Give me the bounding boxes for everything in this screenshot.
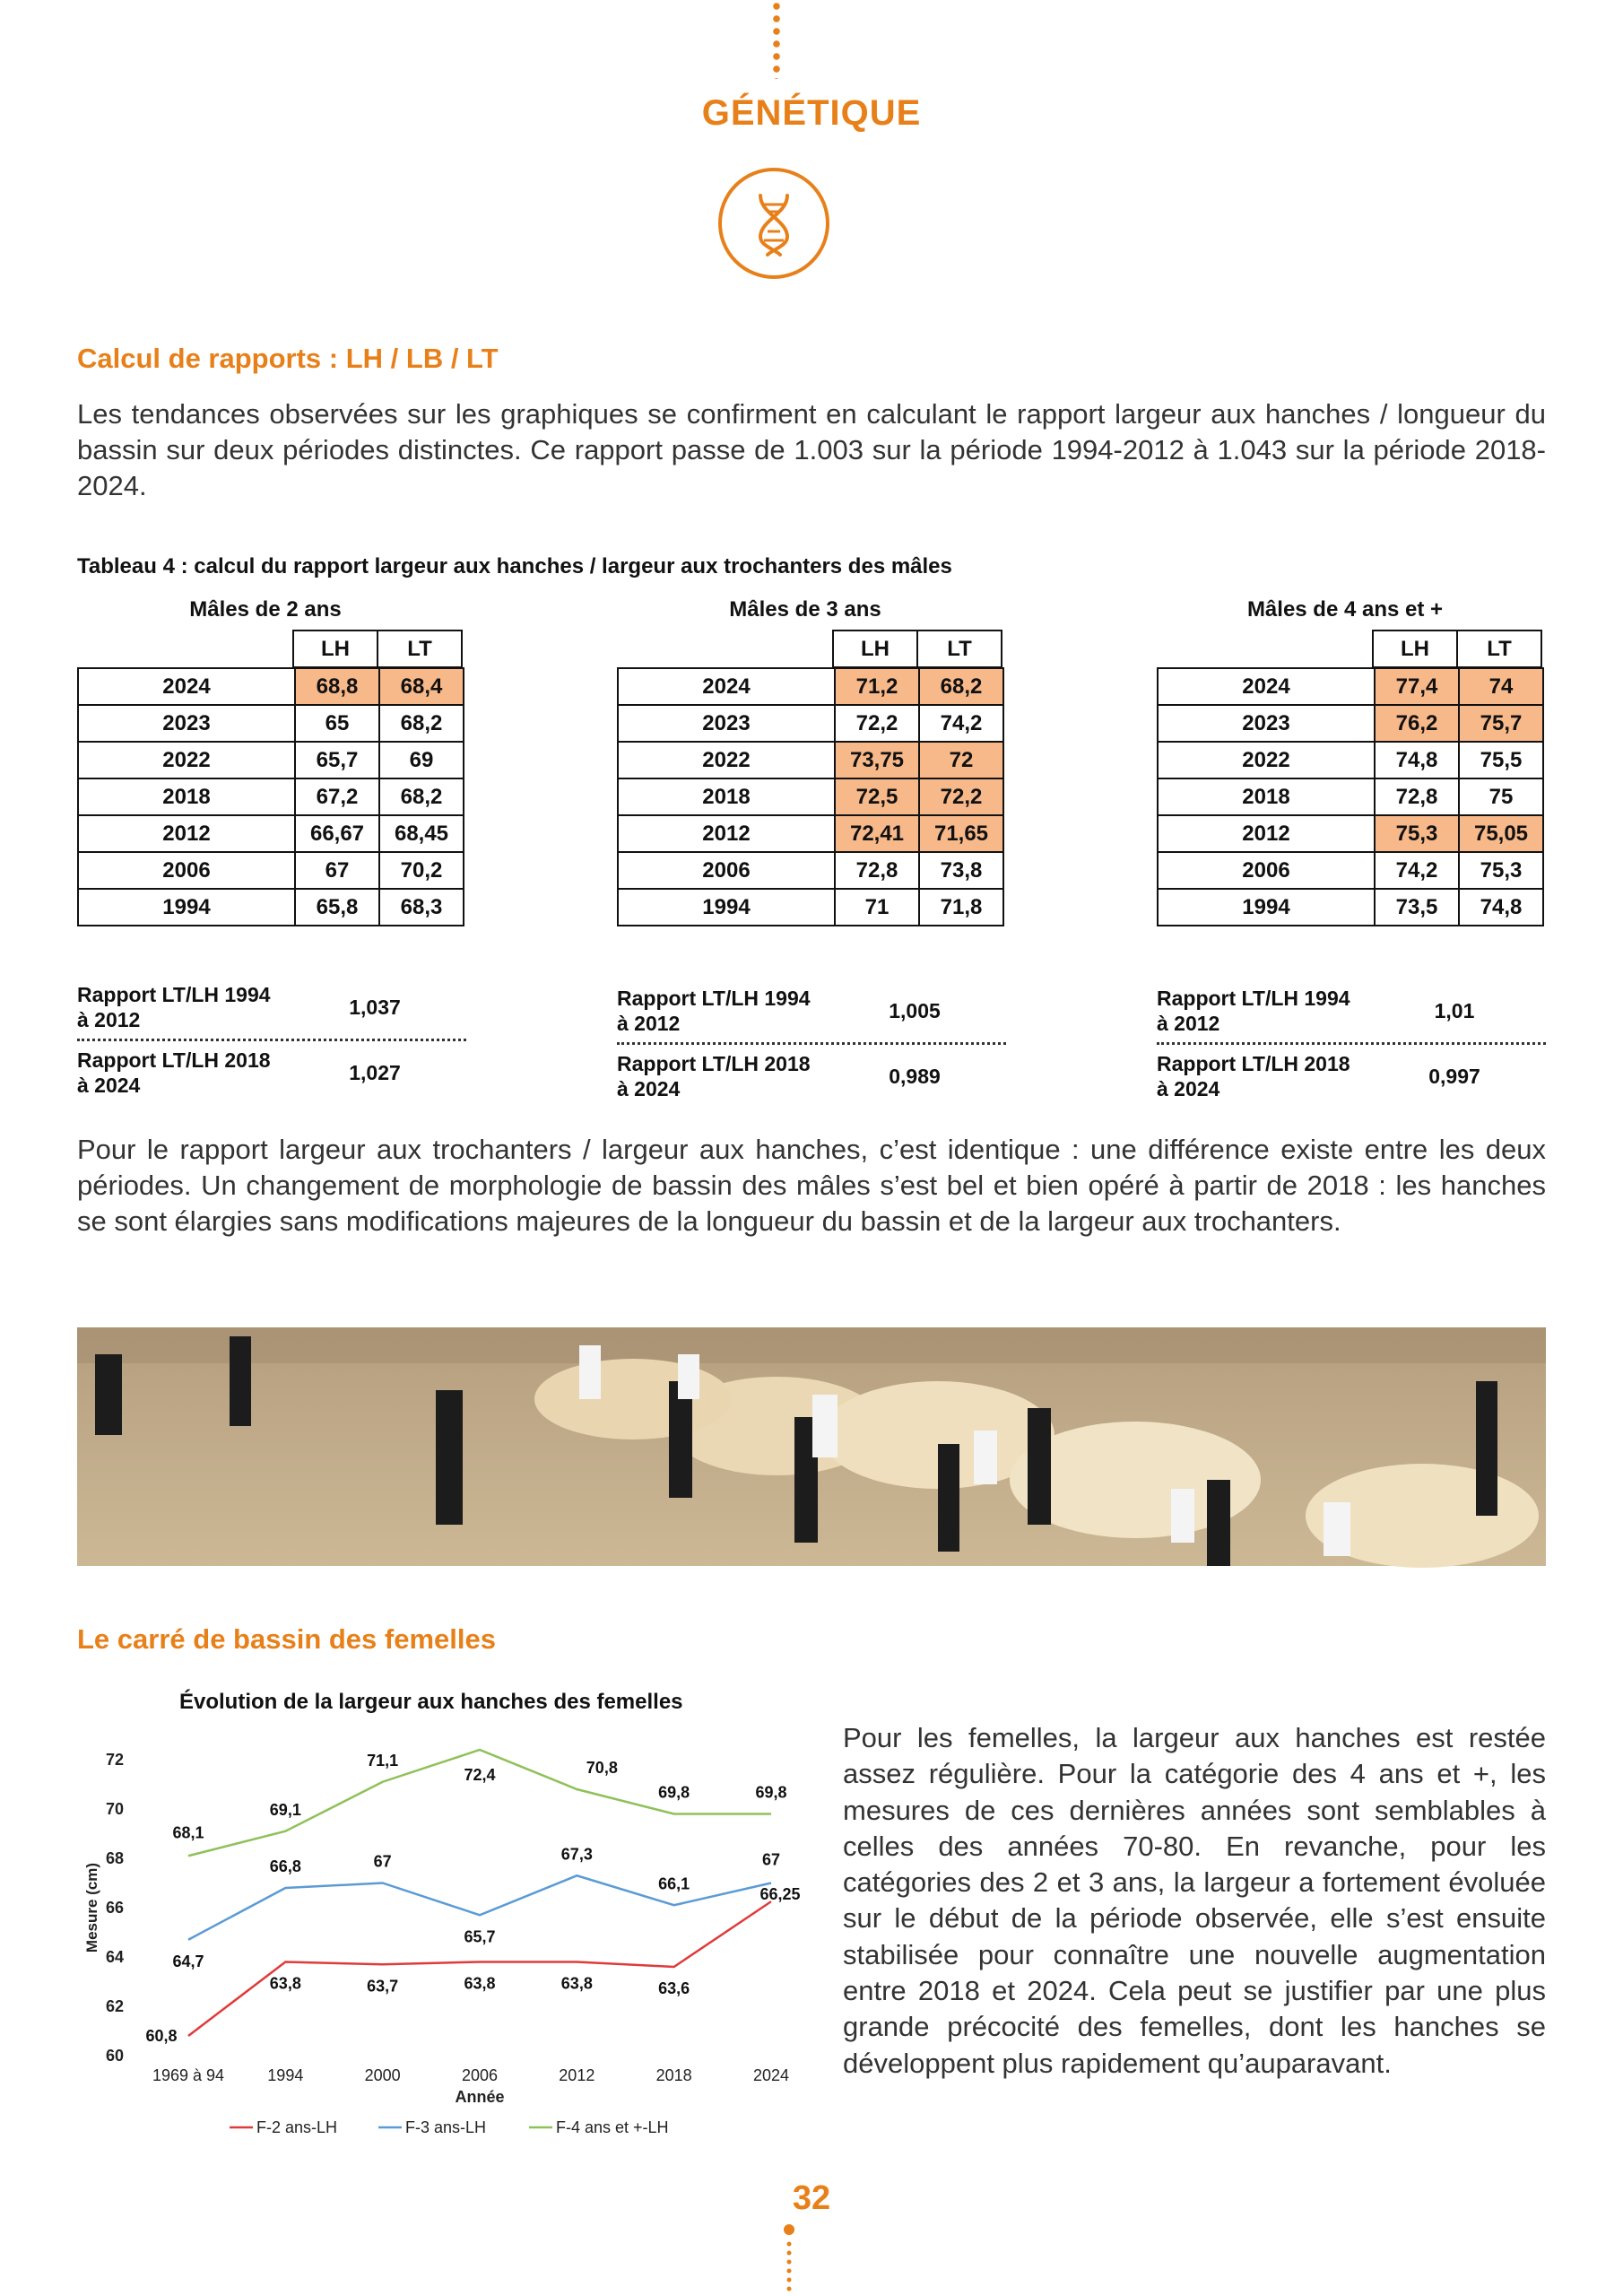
data-label: 63,8 — [269, 1974, 301, 1993]
ratio-label: Rapport LT/LH 1994 à 2012 — [77, 983, 271, 1031]
year-cell: 1994 — [618, 889, 835, 926]
lh-cell: 68,8 — [295, 668, 379, 705]
lt-cell: 70,2 — [379, 852, 464, 889]
year-cell: 2024 — [1158, 668, 1375, 705]
lh-cell: 71,2 — [835, 668, 919, 705]
lt-cell: 75 — [1459, 778, 1543, 815]
header-lh: LH — [293, 631, 378, 667]
data-label: 67 — [761, 1850, 781, 1869]
table-row — [78, 742, 464, 778]
lh-cell: 67,2 — [295, 778, 379, 815]
lh-cell: 65,7 — [295, 742, 379, 778]
ratio-label: Rapport LT/LH 2018 à 2024 — [617, 1052, 811, 1100]
section-heading-ratios: Calcul de rapports : LH / LB / LT — [77, 343, 499, 374]
lt-cell: 68,3 — [379, 889, 464, 926]
year-cell: 2022 — [618, 742, 835, 778]
data-label: 72,4 — [464, 1766, 496, 1784]
y-tick-label: 70 — [105, 1800, 124, 1818]
intro-paragraph: Les tendances observées sur les graphiques se confirment en calculant le rapport largeur aux hanches / longueur du bassin sur deux périodes distinctes. Ce rapport passe de 1.003 sur la période 1994-2012 à 1.043 sur la période 2018-2024. — [77, 398, 1546, 501]
header-lt: LT — [378, 631, 462, 667]
section-title: GÉNÉTIQUE — [701, 93, 922, 133]
year-cell: 2006 — [78, 852, 295, 889]
lt-cell: 75,05 — [1459, 815, 1543, 852]
table-row — [618, 742, 1003, 778]
data-label: 63,8 — [560, 1974, 593, 1993]
lt-cell: 74,8 — [1459, 889, 1543, 926]
data-label: 69,8 — [658, 1783, 690, 1802]
ratio-row-2018-2024 — [617, 1045, 1006, 1108]
legend-entry: F-3 ans-LH — [405, 2118, 487, 2136]
lt-cell: 68,45 — [379, 815, 464, 852]
x-tick-label: 2018 — [655, 2066, 692, 2084]
header-lt: LT — [917, 631, 1002, 667]
ratio-value: 0,989 — [889, 1064, 941, 1088]
data-label: 64,7 — [172, 1952, 204, 1970]
x-tick-label: 1994 — [267, 2066, 304, 2084]
male-table — [77, 667, 464, 926]
table-row — [78, 852, 464, 889]
x-tick-label: 1969 à 94 — [152, 2066, 225, 2084]
table-row — [1158, 668, 1543, 705]
data-label: 71,1 — [367, 1751, 399, 1770]
group-title: Mâles de 2 ans — [189, 597, 342, 622]
group-title: Mâles de 3 ans — [729, 597, 881, 622]
x-tick-label: 2012 — [559, 2066, 595, 2084]
year-cell: 2022 — [1158, 742, 1375, 778]
lt-cell: 68,2 — [379, 705, 464, 742]
table-header — [1372, 630, 1542, 668]
lt-cell: 74,2 — [919, 705, 1003, 742]
data-label: 66,1 — [658, 1874, 690, 1893]
y-tick-label: 60 — [105, 2047, 124, 2065]
lh-cell: 66,67 — [295, 815, 379, 852]
data-label: 66,25 — [759, 1885, 801, 1904]
header-dotted-line — [773, 0, 780, 79]
year-cell: 2018 — [1158, 778, 1375, 815]
female-hip-width-chart — [77, 1722, 801, 2152]
females-paragraph: Pour les femelles, la largeur aux hanches est restée assez régulière. Pour la catégorie des 4 ans et +, les mesures de ces dernières années sont semblables à celles des années 70-80. En revanche, pour les catégories des 2 et 3 ans, la largeur a fortement évoluée sur le début de la période observée, elle s’est ensuite stabilisée pour connaître une nouvelle augmentation entre 2018 et 2024. Cela peut se justifier par une plus grande précocité des femelles, dont les hanches se développent plus rapidement qu’auparavant. — [843, 1722, 1546, 2079]
data-label: 70,8 — [586, 1759, 618, 1777]
lt-cell: 75,7 — [1459, 705, 1543, 742]
ratio-value: 1,037 — [349, 995, 401, 1019]
data-label: 67 — [373, 1852, 392, 1871]
lh-cell: 71 — [835, 889, 919, 926]
lh-cell: 74,8 — [1375, 742, 1459, 778]
section-heading-females: Le carré de bassin des femelles — [77, 1623, 496, 1655]
year-cell: 1994 — [1158, 889, 1375, 926]
ratio-block — [1157, 979, 1546, 1108]
year-cell: 2006 — [618, 852, 835, 889]
lh-cell: 75,3 — [1375, 815, 1459, 852]
ratio-block — [77, 976, 466, 1104]
lt-cell: 69 — [379, 742, 464, 778]
year-cell: 2023 — [78, 705, 295, 742]
lt-cell: 73,8 — [919, 852, 1003, 889]
ratio-row-2018-2024 — [77, 1041, 466, 1104]
table-row — [1158, 889, 1543, 926]
table-row — [1158, 778, 1543, 815]
lt-cell: 71,8 — [919, 889, 1003, 926]
ratio-label: Rapport LT/LH 1994 à 2012 — [1157, 987, 1350, 1035]
data-label: 68,1 — [172, 1823, 204, 1842]
ratio-label: Rapport LT/LH 2018 à 2024 — [77, 1048, 271, 1097]
table-row — [1158, 705, 1543, 742]
year-cell: 2023 — [1158, 705, 1375, 742]
year-cell: 2024 — [78, 668, 295, 705]
lt-cell: 68,2 — [379, 778, 464, 815]
y-tick-label: 72 — [105, 1751, 124, 1769]
year-cell: 2018 — [78, 778, 295, 815]
y-tick-label: 64 — [105, 1948, 124, 1966]
data-label: 69,1 — [269, 1800, 301, 1819]
table-row — [618, 778, 1003, 815]
table-row — [78, 889, 464, 926]
data-label: 67,3 — [560, 1845, 593, 1864]
legend-entry: F-2 ans-LH — [256, 2118, 338, 2136]
table-row — [1158, 815, 1543, 852]
year-cell: 2022 — [78, 742, 295, 778]
table-row — [78, 778, 464, 815]
data-label: 69,8 — [755, 1783, 787, 1802]
table-header — [832, 630, 1002, 668]
lh-cell: 72,5 — [835, 778, 919, 815]
table-caption: Tableau 4 : calcul du rapport largeur aux hanches / largeur aux trochanters des mâles — [77, 554, 952, 578]
table-row — [618, 889, 1003, 926]
header-lt: LT — [1457, 631, 1541, 667]
ratio-value: 1,01 — [1434, 998, 1475, 1022]
data-label: 60,8 — [145, 2027, 178, 2045]
dna-icon — [717, 167, 830, 280]
table-row — [618, 852, 1003, 889]
series-line-f-2-ans-lh — [188, 1901, 771, 2036]
page-number: 32 — [792, 2179, 831, 2217]
group-title: Mâles de 4 ans et + — [1246, 597, 1444, 622]
ratio-label: Rapport LT/LH 2018 à 2024 — [1157, 1052, 1350, 1100]
trochanters-paragraph: Pour le rapport largeur aux trochanters / largeur aux hanches, c’est identique : une différence existe entre les deux périodes. Un changement de morphologie de bassin des mâles s’est bel et bien opéré à partir de 2018 : les hanches se sont élargies sans modifications majeures de la longueur du bassin et de la largeur aux trochanters. — [77, 1134, 1546, 1237]
year-cell: 2012 — [618, 815, 835, 852]
year-cell: 2012 — [78, 815, 295, 852]
x-tick-label: 2006 — [461, 2066, 499, 2084]
lh-cell: 65 — [295, 705, 379, 742]
bull-show-photo — [77, 1327, 1546, 1566]
x-axis-label: Année — [455, 2088, 505, 2106]
lt-cell: 68,4 — [379, 668, 464, 705]
ratio-row-1994-2012 — [617, 979, 1006, 1042]
table-row — [78, 705, 464, 742]
table-row — [78, 815, 464, 852]
table-header — [292, 630, 463, 668]
footer-dotted-line — [785, 2222, 794, 2296]
lh-cell: 67 — [295, 852, 379, 889]
ratio-value: 0,997 — [1428, 1064, 1480, 1088]
lh-cell: 77,4 — [1375, 668, 1459, 705]
lh-cell: 73,75 — [835, 742, 919, 778]
header-lh: LH — [833, 631, 917, 667]
ratio-label: Rapport LT/LH 1994 à 2012 — [617, 987, 811, 1035]
year-cell: 2006 — [1158, 852, 1375, 889]
lh-cell: 65,8 — [295, 889, 379, 926]
lt-cell: 68,2 — [919, 668, 1003, 705]
ratio-row-2018-2024 — [1157, 1045, 1546, 1108]
lt-cell: 75,5 — [1459, 742, 1543, 778]
chart-title: Évolution de la largeur aux hanches des femelles — [179, 1690, 683, 1714]
lt-cell: 72 — [919, 742, 1003, 778]
data-label: 63,7 — [367, 1977, 399, 1996]
lh-cell: 74,2 — [1375, 852, 1459, 889]
table-row — [78, 668, 464, 705]
table-row — [618, 815, 1003, 852]
male-table — [1157, 667, 1544, 926]
year-cell: 2018 — [618, 778, 835, 815]
lh-cell: 72,2 — [835, 705, 919, 742]
header-lh: LH — [1373, 631, 1457, 667]
ratio-block — [617, 979, 1006, 1108]
ratio-value: 1,005 — [889, 998, 941, 1022]
x-tick-label: 2000 — [364, 2066, 401, 2084]
lt-cell: 74 — [1459, 668, 1543, 705]
lh-cell: 72,8 — [1375, 778, 1459, 815]
ratio-row-1994-2012 — [1157, 979, 1546, 1042]
y-tick-label: 68 — [105, 1849, 124, 1867]
y-tick-label: 66 — [105, 1899, 124, 1917]
table-row — [618, 668, 1003, 705]
table-row — [618, 705, 1003, 742]
table-row — [1158, 852, 1543, 889]
lh-cell: 76,2 — [1375, 705, 1459, 742]
lh-cell: 72,41 — [835, 815, 919, 852]
lh-cell: 72,8 — [835, 852, 919, 889]
year-cell: 1994 — [78, 889, 295, 926]
data-label: 65,7 — [464, 1927, 496, 1946]
data-label: 63,8 — [464, 1974, 496, 1993]
data-label: 66,8 — [269, 1857, 301, 1875]
lt-cell: 75,3 — [1459, 852, 1543, 889]
lh-cell: 73,5 — [1375, 889, 1459, 926]
data-label: 63,6 — [658, 1979, 690, 1997]
male-table — [617, 667, 1004, 926]
table-row — [1158, 742, 1543, 778]
lt-cell: 71,65 — [919, 815, 1003, 852]
year-cell: 2023 — [618, 705, 835, 742]
year-cell: 2012 — [1158, 815, 1375, 852]
ratio-row-1994-2012 — [77, 976, 466, 1039]
year-cell: 2024 — [618, 668, 835, 705]
lt-cell: 72,2 — [919, 778, 1003, 815]
ratio-value: 1,027 — [349, 1060, 401, 1084]
y-axis-label: Mesure (cm) — [83, 1862, 100, 1953]
x-tick-label: 2024 — [752, 2066, 790, 2084]
y-tick-label: 62 — [105, 1997, 124, 2015]
legend-entry: F-4 ans et +-LH — [556, 2118, 669, 2136]
